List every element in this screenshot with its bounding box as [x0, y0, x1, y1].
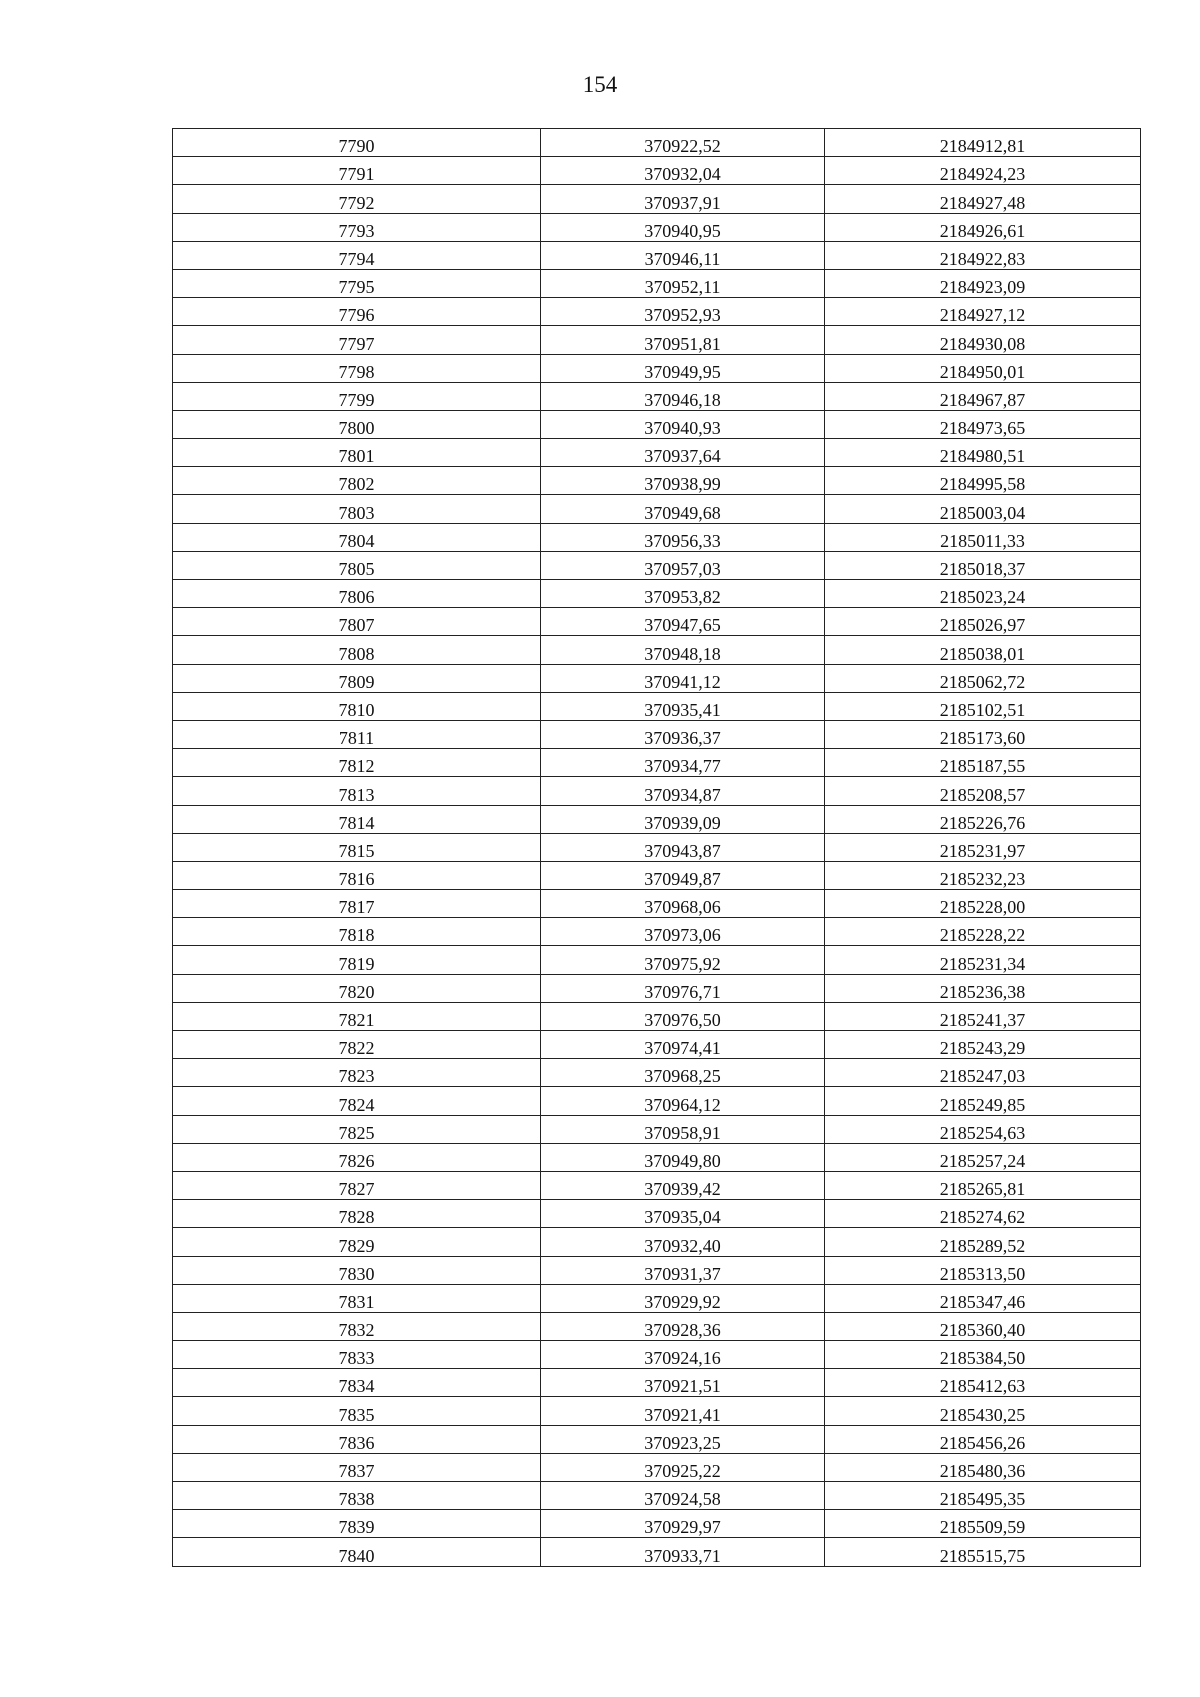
x-coordinate-cell: 370948,18 — [541, 636, 825, 664]
point-number-cell: 7803 — [173, 495, 541, 523]
y-coordinate-cell: 2185384,50 — [825, 1341, 1141, 1369]
table-row — [173, 1143, 1141, 1171]
point-number-cell: 7823 — [173, 1059, 541, 1087]
y-coordinate-cell: 2185274,62 — [825, 1200, 1141, 1228]
y-coordinate-cell: 2185289,52 — [825, 1228, 1141, 1256]
point-number-cell: 7835 — [173, 1397, 541, 1425]
point-number-cell: 7800 — [173, 410, 541, 438]
x-coordinate-cell: 370934,87 — [541, 777, 825, 805]
table-row — [173, 241, 1141, 269]
table-row — [173, 523, 1141, 551]
y-coordinate-cell: 2185236,38 — [825, 974, 1141, 1002]
point-number-cell: 7825 — [173, 1115, 541, 1143]
x-coordinate-cell: 370938,99 — [541, 467, 825, 495]
x-coordinate-cell: 370932,04 — [541, 157, 825, 185]
x-coordinate-cell: 370949,68 — [541, 495, 825, 523]
y-coordinate-cell: 2185038,01 — [825, 636, 1141, 664]
x-coordinate-cell: 370933,71 — [541, 1538, 825, 1566]
x-coordinate-cell: 370935,41 — [541, 692, 825, 720]
y-coordinate-cell: 2185313,50 — [825, 1256, 1141, 1284]
x-coordinate-cell: 370957,03 — [541, 551, 825, 579]
point-number-cell: 7798 — [173, 354, 541, 382]
x-coordinate-cell: 370924,16 — [541, 1341, 825, 1369]
y-coordinate-cell: 2184926,61 — [825, 213, 1141, 241]
table-row — [173, 1453, 1141, 1481]
point-number-cell: 7797 — [173, 326, 541, 354]
y-coordinate-cell: 2185226,76 — [825, 805, 1141, 833]
table-row — [173, 1482, 1141, 1510]
table-row — [173, 1341, 1141, 1369]
point-number-cell: 7838 — [173, 1482, 541, 1510]
y-coordinate-cell: 2185231,34 — [825, 946, 1141, 974]
point-number-cell: 7822 — [173, 1031, 541, 1059]
table-row — [173, 1087, 1141, 1115]
table-row — [173, 1538, 1141, 1566]
point-number-cell: 7840 — [173, 1538, 541, 1566]
table-row — [173, 1171, 1141, 1199]
y-coordinate-cell: 2185243,29 — [825, 1031, 1141, 1059]
table-row — [173, 664, 1141, 692]
y-coordinate-cell: 2185430,25 — [825, 1397, 1141, 1425]
y-coordinate-cell: 2185026,97 — [825, 608, 1141, 636]
point-number-cell: 7809 — [173, 664, 541, 692]
y-coordinate-cell: 2184967,87 — [825, 382, 1141, 410]
table-row — [173, 1256, 1141, 1284]
table-row — [173, 1115, 1141, 1143]
y-coordinate-cell: 2185228,00 — [825, 890, 1141, 918]
x-coordinate-cell: 370929,97 — [541, 1510, 825, 1538]
y-coordinate-cell: 2185247,03 — [825, 1059, 1141, 1087]
table-row — [173, 777, 1141, 805]
y-coordinate-cell: 2185062,72 — [825, 664, 1141, 692]
point-number-cell: 7836 — [173, 1425, 541, 1453]
point-number-cell: 7815 — [173, 833, 541, 861]
x-coordinate-cell: 370941,12 — [541, 664, 825, 692]
y-coordinate-cell: 2185102,51 — [825, 692, 1141, 720]
point-number-cell: 7794 — [173, 241, 541, 269]
x-coordinate-cell: 370940,93 — [541, 410, 825, 438]
table-row — [173, 580, 1141, 608]
table-row — [173, 1200, 1141, 1228]
point-number-cell: 7795 — [173, 269, 541, 297]
point-number-cell: 7811 — [173, 720, 541, 748]
point-number-cell: 7796 — [173, 298, 541, 326]
point-number-cell: 7817 — [173, 890, 541, 918]
point-number-cell: 7791 — [173, 157, 541, 185]
y-coordinate-cell: 2185018,37 — [825, 551, 1141, 579]
x-coordinate-cell: 370952,11 — [541, 269, 825, 297]
x-coordinate-cell: 370949,80 — [541, 1143, 825, 1171]
y-coordinate-cell: 2185257,24 — [825, 1143, 1141, 1171]
x-coordinate-cell: 370935,04 — [541, 1200, 825, 1228]
x-coordinate-cell: 370924,58 — [541, 1482, 825, 1510]
x-coordinate-cell: 370968,06 — [541, 890, 825, 918]
table-row — [173, 185, 1141, 213]
y-coordinate-cell: 2184980,51 — [825, 439, 1141, 467]
point-number-cell: 7837 — [173, 1453, 541, 1481]
table-row — [173, 1425, 1141, 1453]
x-coordinate-cell: 370952,93 — [541, 298, 825, 326]
point-number-cell: 7814 — [173, 805, 541, 833]
point-number-cell: 7813 — [173, 777, 541, 805]
point-number-cell: 7839 — [173, 1510, 541, 1538]
point-number-cell: 7792 — [173, 185, 541, 213]
table-row — [173, 918, 1141, 946]
table-row — [173, 551, 1141, 579]
y-coordinate-cell: 2185412,63 — [825, 1369, 1141, 1397]
table-row — [173, 495, 1141, 523]
x-coordinate-cell: 370964,12 — [541, 1087, 825, 1115]
x-coordinate-cell: 370939,42 — [541, 1171, 825, 1199]
y-coordinate-cell: 2185456,26 — [825, 1425, 1141, 1453]
point-number-cell: 7826 — [173, 1143, 541, 1171]
y-coordinate-cell: 2185254,63 — [825, 1115, 1141, 1143]
y-coordinate-cell: 2185249,85 — [825, 1087, 1141, 1115]
y-coordinate-cell: 2184973,65 — [825, 410, 1141, 438]
point-number-cell: 7828 — [173, 1200, 541, 1228]
y-coordinate-cell: 2185232,23 — [825, 861, 1141, 889]
x-coordinate-cell: 370947,65 — [541, 608, 825, 636]
y-coordinate-cell: 2185023,24 — [825, 580, 1141, 608]
x-coordinate-cell: 370949,87 — [541, 861, 825, 889]
x-coordinate-cell: 370937,64 — [541, 439, 825, 467]
y-coordinate-cell: 2184922,83 — [825, 241, 1141, 269]
x-coordinate-cell: 370934,77 — [541, 749, 825, 777]
x-coordinate-cell: 370931,37 — [541, 1256, 825, 1284]
y-coordinate-cell: 2185265,81 — [825, 1171, 1141, 1199]
y-coordinate-cell: 2184923,09 — [825, 269, 1141, 297]
x-coordinate-cell: 370956,33 — [541, 523, 825, 551]
y-coordinate-cell: 2184950,01 — [825, 354, 1141, 382]
x-coordinate-cell: 370936,37 — [541, 720, 825, 748]
x-coordinate-cell: 370958,91 — [541, 1115, 825, 1143]
table-row — [173, 439, 1141, 467]
table-row — [173, 1312, 1141, 1340]
point-number-cell: 7801 — [173, 439, 541, 467]
table-row — [173, 692, 1141, 720]
x-coordinate-cell: 370974,41 — [541, 1031, 825, 1059]
coordinates-table-body — [173, 129, 1141, 1567]
point-number-cell: 7827 — [173, 1171, 541, 1199]
x-coordinate-cell: 370932,40 — [541, 1228, 825, 1256]
table-row — [173, 1510, 1141, 1538]
y-coordinate-cell: 2185187,55 — [825, 749, 1141, 777]
point-number-cell: 7832 — [173, 1312, 541, 1340]
x-coordinate-cell: 370946,18 — [541, 382, 825, 410]
x-coordinate-cell: 370929,92 — [541, 1284, 825, 1312]
y-coordinate-cell: 2185241,37 — [825, 1002, 1141, 1030]
table-row — [173, 720, 1141, 748]
table-row — [173, 890, 1141, 918]
y-coordinate-cell: 2185228,22 — [825, 918, 1141, 946]
point-number-cell: 7807 — [173, 608, 541, 636]
point-number-cell: 7824 — [173, 1087, 541, 1115]
point-number-cell: 7831 — [173, 1284, 541, 1312]
point-number-cell: 7808 — [173, 636, 541, 664]
y-coordinate-cell: 2185208,57 — [825, 777, 1141, 805]
y-coordinate-cell: 2185495,35 — [825, 1482, 1141, 1510]
point-number-cell: 7816 — [173, 861, 541, 889]
point-number-cell: 7804 — [173, 523, 541, 551]
point-number-cell: 7834 — [173, 1369, 541, 1397]
point-number-cell: 7805 — [173, 551, 541, 579]
point-number-cell: 7820 — [173, 974, 541, 1002]
table-row — [173, 1031, 1141, 1059]
table-row — [173, 946, 1141, 974]
y-coordinate-cell: 2185231,97 — [825, 833, 1141, 861]
y-coordinate-cell: 2184995,58 — [825, 467, 1141, 495]
y-coordinate-cell: 2185515,75 — [825, 1538, 1141, 1566]
point-number-cell: 7833 — [173, 1341, 541, 1369]
y-coordinate-cell: 2185509,59 — [825, 1510, 1141, 1538]
table-row — [173, 157, 1141, 185]
table-row — [173, 805, 1141, 833]
table-row — [173, 1002, 1141, 1030]
point-number-cell: 7829 — [173, 1228, 541, 1256]
y-coordinate-cell: 2184912,81 — [825, 129, 1141, 157]
x-coordinate-cell: 370923,25 — [541, 1425, 825, 1453]
table-row — [173, 1228, 1141, 1256]
point-number-cell: 7821 — [173, 1002, 541, 1030]
table-row — [173, 1284, 1141, 1312]
x-coordinate-cell: 370922,52 — [541, 129, 825, 157]
coordinates-table — [172, 128, 1141, 1567]
y-coordinate-cell: 2185173,60 — [825, 720, 1141, 748]
x-coordinate-cell: 370973,06 — [541, 918, 825, 946]
x-coordinate-cell: 370976,50 — [541, 1002, 825, 1030]
table-row — [173, 410, 1141, 438]
table-row — [173, 382, 1141, 410]
x-coordinate-cell: 370925,22 — [541, 1453, 825, 1481]
x-coordinate-cell: 370951,81 — [541, 326, 825, 354]
y-coordinate-cell: 2184927,12 — [825, 298, 1141, 326]
y-coordinate-cell: 2185360,40 — [825, 1312, 1141, 1340]
table-row — [173, 749, 1141, 777]
point-number-cell: 7793 — [173, 213, 541, 241]
y-coordinate-cell: 2185011,33 — [825, 523, 1141, 551]
y-coordinate-cell: 2185347,46 — [825, 1284, 1141, 1312]
table-row — [173, 1397, 1141, 1425]
table-row — [173, 608, 1141, 636]
y-coordinate-cell: 2184924,23 — [825, 157, 1141, 185]
table-row — [173, 1369, 1141, 1397]
table-row — [173, 1059, 1141, 1087]
table-row — [173, 269, 1141, 297]
x-coordinate-cell: 370921,41 — [541, 1397, 825, 1425]
point-number-cell: 7806 — [173, 580, 541, 608]
x-coordinate-cell: 370953,82 — [541, 580, 825, 608]
table-row — [173, 833, 1141, 861]
table-row — [173, 129, 1141, 157]
x-coordinate-cell: 370949,95 — [541, 354, 825, 382]
x-coordinate-cell: 370975,92 — [541, 946, 825, 974]
point-number-cell: 7810 — [173, 692, 541, 720]
x-coordinate-cell: 370928,36 — [541, 1312, 825, 1340]
point-number-cell: 7819 — [173, 946, 541, 974]
table-row — [173, 298, 1141, 326]
table-row — [173, 861, 1141, 889]
y-coordinate-cell: 2184927,48 — [825, 185, 1141, 213]
x-coordinate-cell: 370946,11 — [541, 241, 825, 269]
point-number-cell: 7802 — [173, 467, 541, 495]
x-coordinate-cell: 370976,71 — [541, 974, 825, 1002]
point-number-cell: 7790 — [173, 129, 541, 157]
table-row — [173, 213, 1141, 241]
point-number-cell: 7799 — [173, 382, 541, 410]
y-coordinate-cell: 2185480,36 — [825, 1453, 1141, 1481]
page-number: 154 — [582, 72, 618, 97]
y-coordinate-cell: 2184930,08 — [825, 326, 1141, 354]
table-row — [173, 326, 1141, 354]
table-row — [173, 636, 1141, 664]
table-row — [173, 974, 1141, 1002]
point-number-cell: 7830 — [173, 1256, 541, 1284]
table-row — [173, 467, 1141, 495]
x-coordinate-cell: 370943,87 — [541, 833, 825, 861]
x-coordinate-cell: 370937,91 — [541, 185, 825, 213]
x-coordinate-cell: 370921,51 — [541, 1369, 825, 1397]
x-coordinate-cell: 370968,25 — [541, 1059, 825, 1087]
point-number-cell: 7812 — [173, 749, 541, 777]
table-row — [173, 354, 1141, 382]
point-number-cell: 7818 — [173, 918, 541, 946]
x-coordinate-cell: 370940,95 — [541, 213, 825, 241]
y-coordinate-cell: 2185003,04 — [825, 495, 1141, 523]
x-coordinate-cell: 370939,09 — [541, 805, 825, 833]
